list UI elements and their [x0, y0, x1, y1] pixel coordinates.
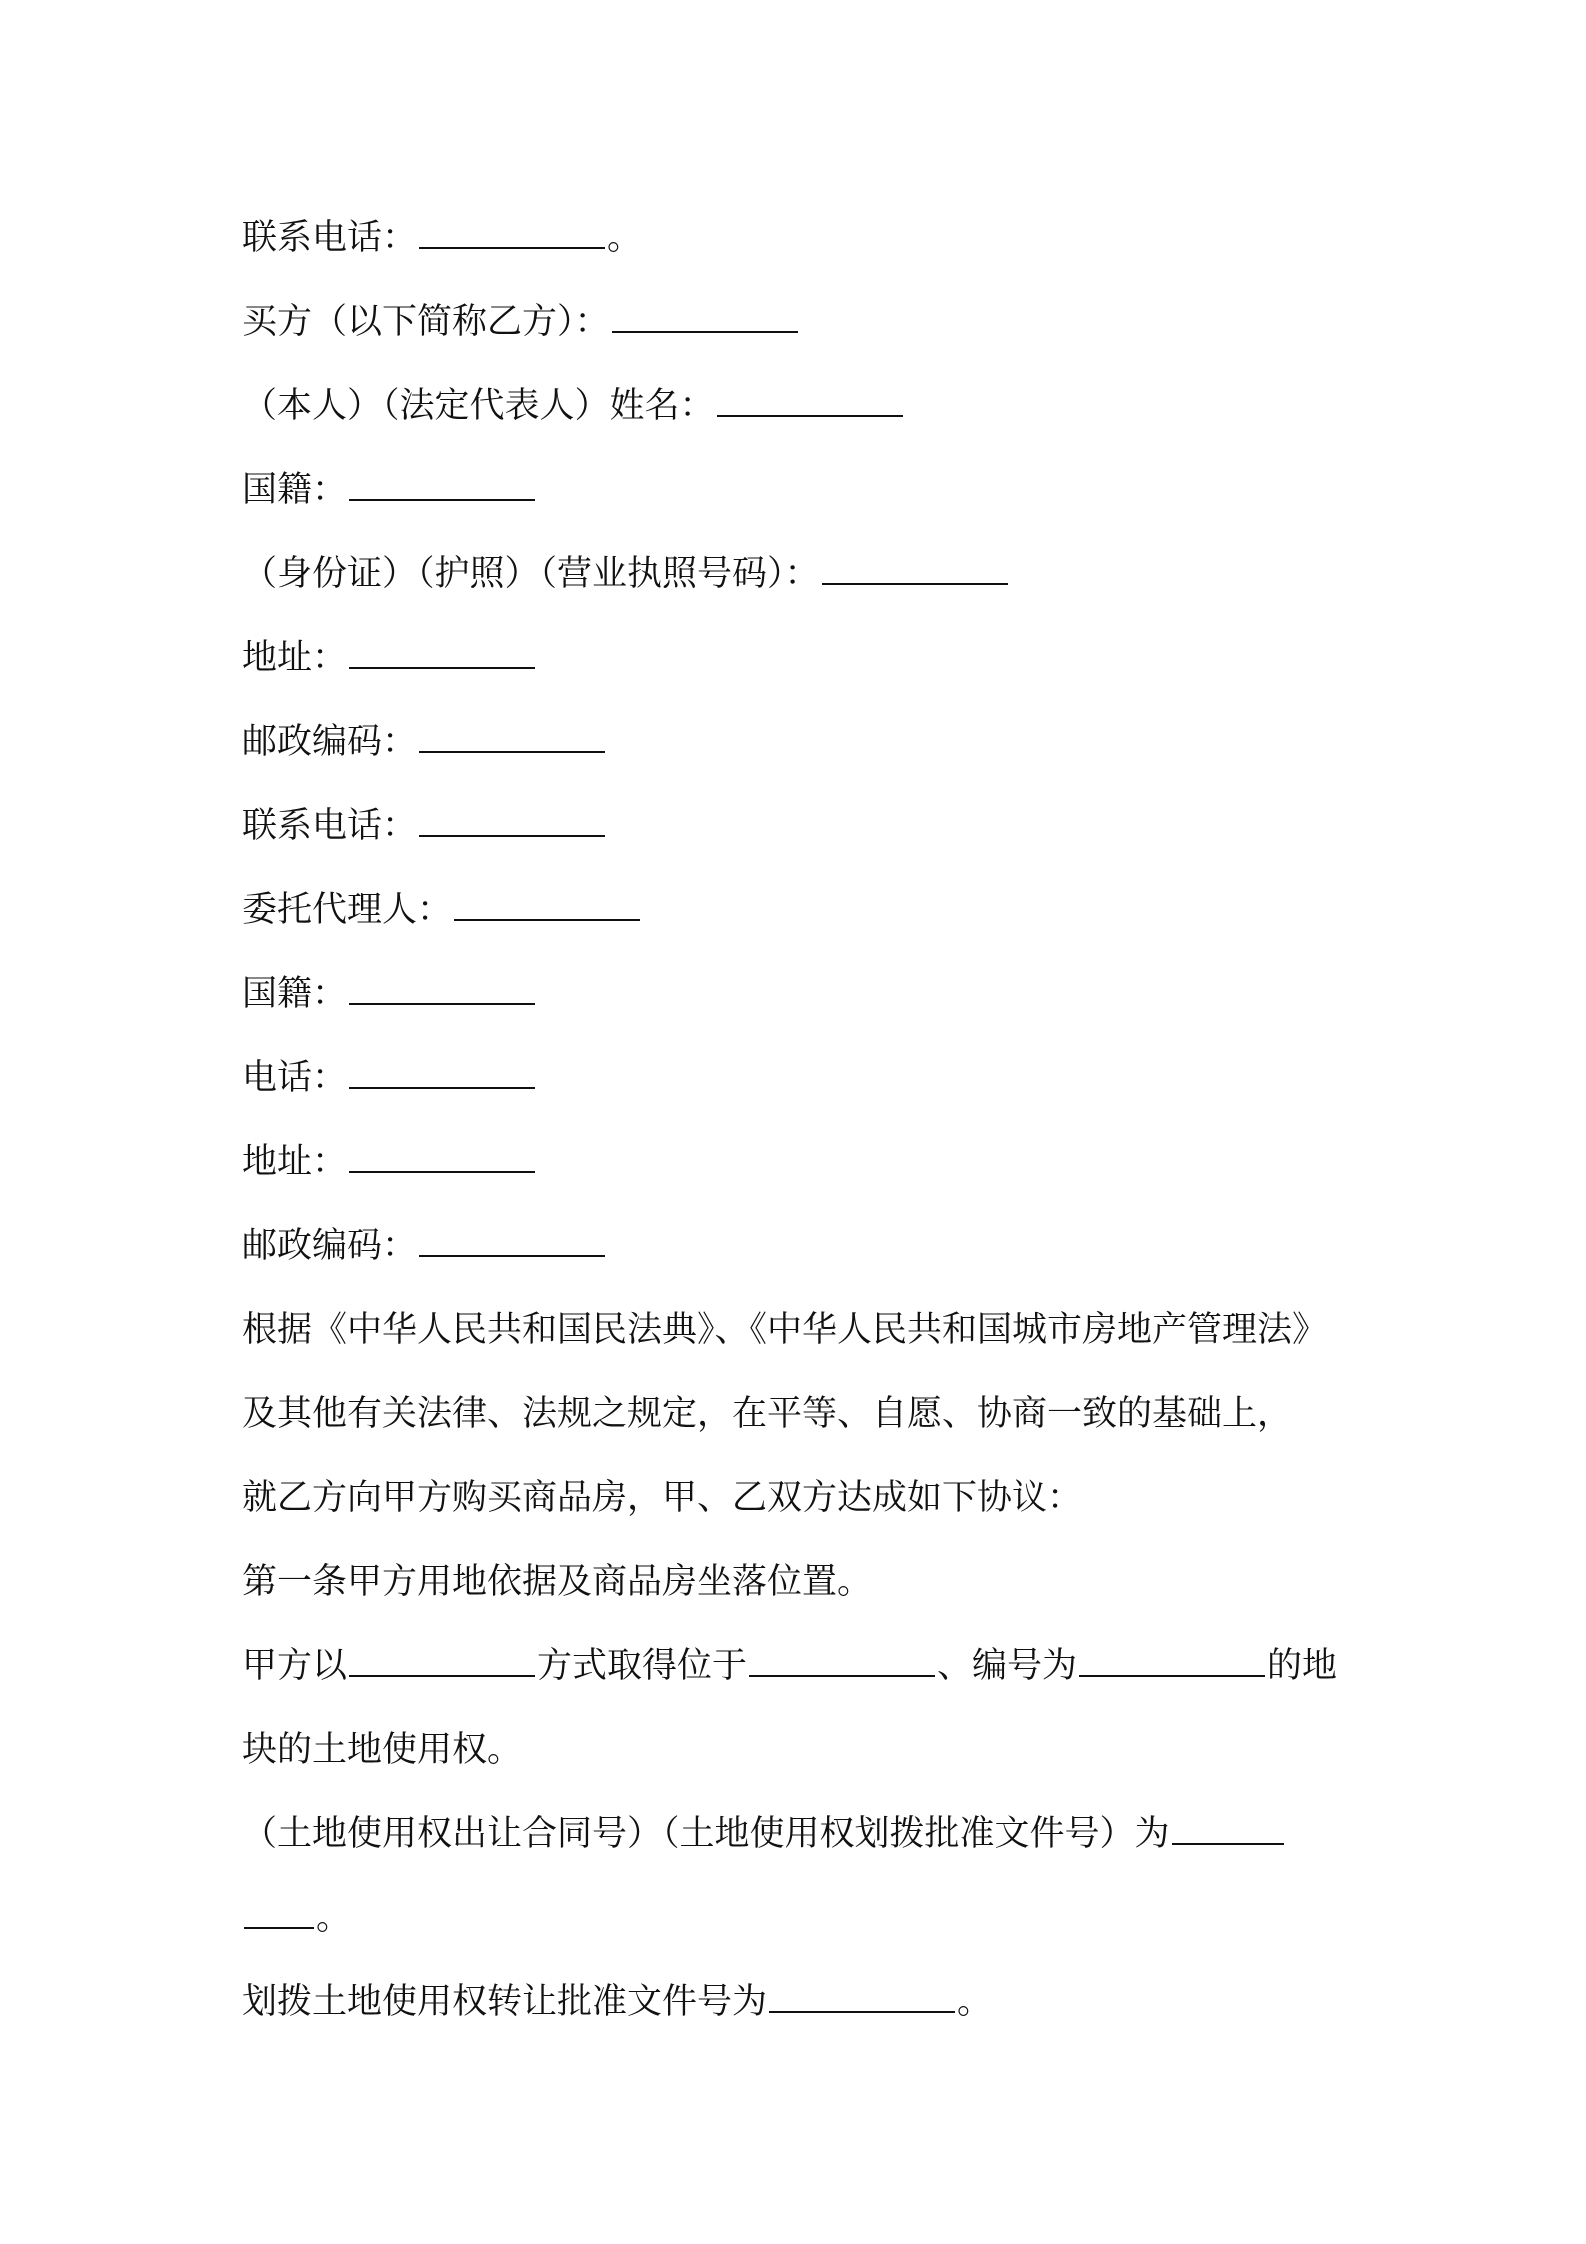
document-text: 地址： — [242, 1142, 348, 1182]
document-text: 委托代理人： — [242, 890, 453, 930]
fill-in-blank[interactable] — [822, 551, 1008, 585]
fill-in-blank[interactable] — [419, 1223, 605, 1257]
document-text: 划拨土地使用权转让批准文件号为 — [242, 1982, 768, 2022]
fill-in-blank[interactable] — [419, 215, 605, 249]
fill-in-blank[interactable] — [1172, 1811, 1284, 1845]
document-line — [242, 1120, 1362, 1204]
fill-in-blank[interactable] — [244, 1895, 314, 1929]
document-line — [242, 1036, 1362, 1120]
fill-in-blank[interactable] — [749, 1643, 935, 1677]
document-text: 邮政编码： — [242, 722, 418, 762]
document-text: 邮政编码： — [242, 1226, 418, 1266]
fill-in-blank[interactable] — [349, 1139, 535, 1173]
document-line — [242, 196, 1362, 280]
document-line — [242, 700, 1362, 784]
document-line — [242, 280, 1362, 364]
document-line — [242, 1456, 1362, 1540]
document-text: 联系电话： — [242, 806, 418, 846]
document-line — [242, 364, 1362, 448]
document-text: 地址： — [242, 638, 348, 678]
document-line — [242, 448, 1362, 532]
contract-body — [242, 196, 1362, 2044]
document-line — [242, 1288, 1362, 1372]
document-line — [242, 868, 1362, 952]
document-text: 。 — [316, 1898, 352, 1938]
document-text: 。 — [957, 1982, 993, 2022]
document-text: 国籍： — [242, 470, 348, 510]
document-text: （本人）（法定代表人）姓名： — [242, 386, 715, 426]
fill-in-blank[interactable] — [454, 887, 640, 921]
document-line — [242, 1624, 1362, 1708]
fill-in-blank[interactable] — [769, 1979, 955, 2013]
fill-in-blank[interactable] — [349, 1643, 535, 1677]
document-line — [242, 1708, 1362, 1792]
fill-in-blank[interactable] — [349, 635, 535, 669]
fill-in-blank[interactable] — [349, 467, 535, 501]
document-text: 电话： — [242, 1058, 348, 1098]
document-line — [242, 784, 1362, 868]
fill-in-blank[interactable] — [1079, 1643, 1265, 1677]
document-line — [242, 1372, 1362, 1456]
document-text: 的地 — [1267, 1646, 1338, 1686]
document-text: 甲方以 — [242, 1646, 348, 1686]
fill-in-blank[interactable] — [717, 383, 903, 417]
document-line — [242, 1792, 1362, 1876]
document-line — [242, 1876, 1362, 1960]
document-line — [242, 1204, 1362, 1288]
document-text: （土地使用权出让合同号）（土地使用权划拨批准文件号）为 — [242, 1814, 1170, 1854]
fill-in-blank[interactable] — [612, 299, 798, 333]
document-text: 及其他有关法律、法规之规定，在平等、自愿、协商一致的基础上， — [242, 1394, 1293, 1434]
document-line — [242, 1960, 1362, 2044]
document-line — [242, 532, 1362, 616]
fill-in-blank[interactable] — [419, 803, 605, 837]
document-text: 国籍： — [242, 974, 348, 1014]
fill-in-blank[interactable] — [349, 1055, 535, 1089]
document-text: 。 — [607, 218, 643, 258]
document-text: 块的土地使用权。 — [242, 1730, 523, 1770]
document-text: 、编号为 — [937, 1646, 1078, 1686]
fill-in-blank[interactable] — [349, 971, 535, 1005]
document-line — [242, 1540, 1362, 1624]
document-text: 买方（以下简称乙方）： — [242, 302, 610, 342]
document-text: 就乙方向甲方购买商品房，甲、乙双方达成如下协议： — [242, 1478, 1083, 1518]
document-line — [242, 616, 1362, 700]
document-line — [242, 952, 1362, 1036]
document-text: （身份证）（护照）（营业执照号码）： — [242, 554, 820, 594]
document-text: 第一条甲方用地依据及商品房坐落位置。 — [242, 1562, 873, 1602]
document-text: 联系电话： — [242, 218, 418, 258]
document-text: 根据《中华人民共和国民法典》、《中华人民共和国城市房地产管理法》 — [242, 1310, 1328, 1350]
fill-in-blank[interactable] — [419, 719, 605, 753]
document-text: 方式取得位于 — [537, 1646, 748, 1686]
